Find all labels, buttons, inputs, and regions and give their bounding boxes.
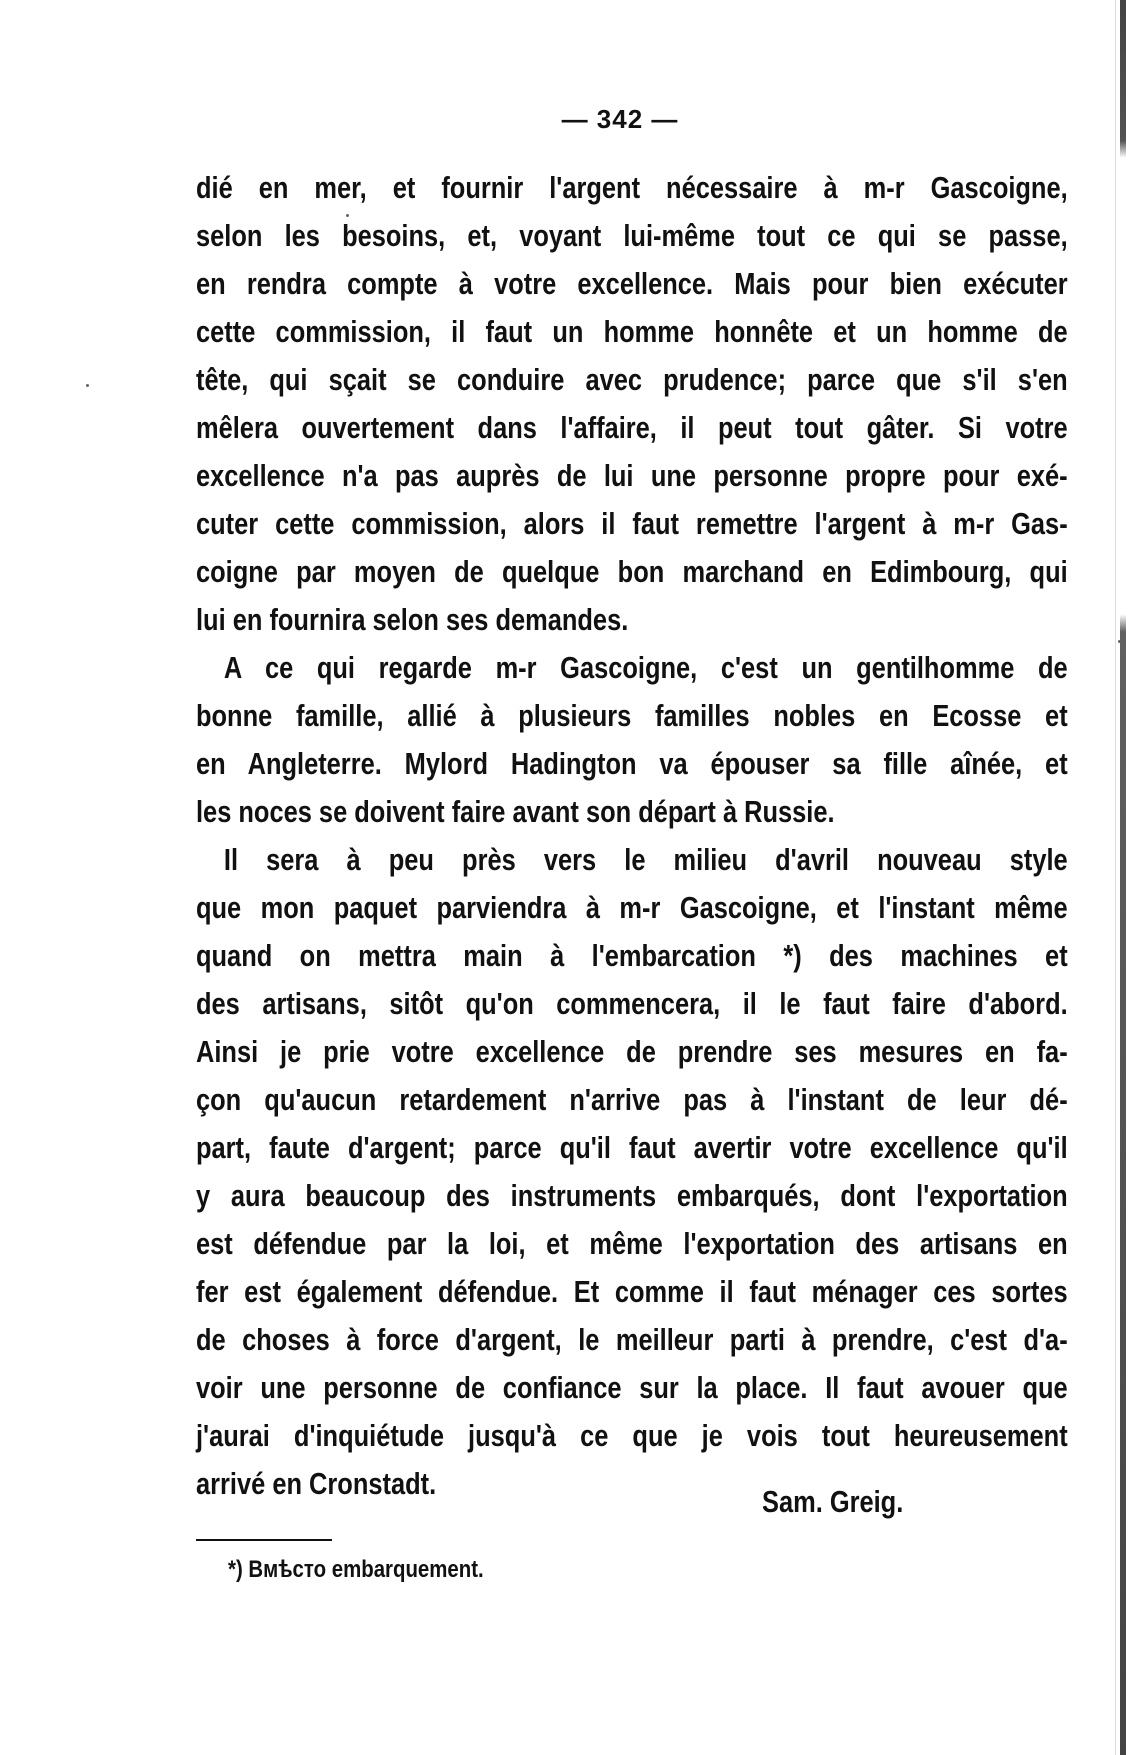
text-line: les noces se doivent faire avant son départ à Russie. <box>196 794 835 829</box>
footnote-divider <box>196 1539 332 1541</box>
signature: Sam. Greig. <box>762 1484 904 1519</box>
page-binding-edge <box>1120 0 1126 1755</box>
text-line: est défendue par la loi, et même l'exportation des artisans en <box>196 1226 1068 1261</box>
text-line: bonne famille, allié à plusieurs familles nobles en Ecosse et <box>196 698 1068 733</box>
text-line: Il sera à peu près vers le milieu d'avril nouveau style <box>223 842 1068 877</box>
scan-speck <box>1118 640 1121 643</box>
text-line: tête, qui sçait se conduire avec prudence; parce que s'il s'en <box>196 362 1068 397</box>
text-line: mêlera ouvertement dans l'affaire, il peut tout gâter. Si votre <box>196 410 1068 445</box>
scan-speck <box>86 384 89 387</box>
text-line: en Angleterre. Mylord Hadington va épouser sa fille aînée, et <box>196 746 1068 781</box>
text-line: y aura beaucoup des instruments embarqués, dont l'exportation <box>196 1178 1068 1213</box>
text-line: fer est également défendue. Et comme il faut ménager ces sortes <box>196 1274 1068 1309</box>
text-line: A ce qui regarde m-r Gascoigne, c'est un gentilhomme de <box>223 650 1068 685</box>
text-line: quand on mettra main à l'embarcation *) des machines et <box>196 938 1068 973</box>
text-line: arrivé en Cronstadt. <box>196 1466 437 1501</box>
text-line: part, faute d'argent; parce qu'il faut avertir votre excellence qu'il <box>196 1130 1068 1165</box>
text-line: Ainsi je prie votre excellence de prendre ses mesures en fa- <box>196 1034 1068 1069</box>
text-line: des artisans, sitôt qu'on commencera, il le faut faire d'abord. <box>196 986 1068 1021</box>
text-line: excellence n'a pas auprès de lui une personne propre pour exé- <box>196 458 1068 493</box>
text-line: que mon paquet parviendra à m-r Gascoigne, et l'instant même <box>196 890 1068 925</box>
page-number: — 342 — <box>561 104 679 134</box>
text-line: cette commission, il faut un homme honnête et un homme de <box>196 314 1068 349</box>
text-line: selon les besoins, et, voyant lui-même tout ce qui se passe, <box>196 218 1068 253</box>
page-edge-shadow <box>1115 0 1116 1755</box>
footnote: *) Вмѣсто embarquement. <box>228 1556 484 1583</box>
text-line: en rendra compte à votre excellence. Mais pour bien exécuter <box>196 266 1068 301</box>
text-line: cuter cette commission, alors il faut remettre l'argent à m-r Gas- <box>196 506 1068 541</box>
text-line: j'aurai d'inquiétude jusqu'à ce que je vois tout heureusement <box>196 1418 1068 1453</box>
text-line: dié en mer, et fournir l'argent nécessaire à m-r Gascoigne, <box>196 170 1068 205</box>
text-line: lui en fournira selon ses demandes. <box>196 602 629 637</box>
scan-speck <box>346 214 349 217</box>
text-line: de choses à force d'argent, le meilleur parti à prendre, c'est d'a- <box>196 1322 1068 1357</box>
text-line: coigne par moyen de quelque bon marchand en Edimbourg, qui <box>196 554 1068 589</box>
text-line: voir une personne de confiance sur la place. Il faut avouer que <box>196 1370 1068 1405</box>
text-line: çon qu'aucun retardement n'arrive pas à l'instant de leur dé- <box>196 1082 1068 1117</box>
body-text <box>196 164 1068 1508</box>
